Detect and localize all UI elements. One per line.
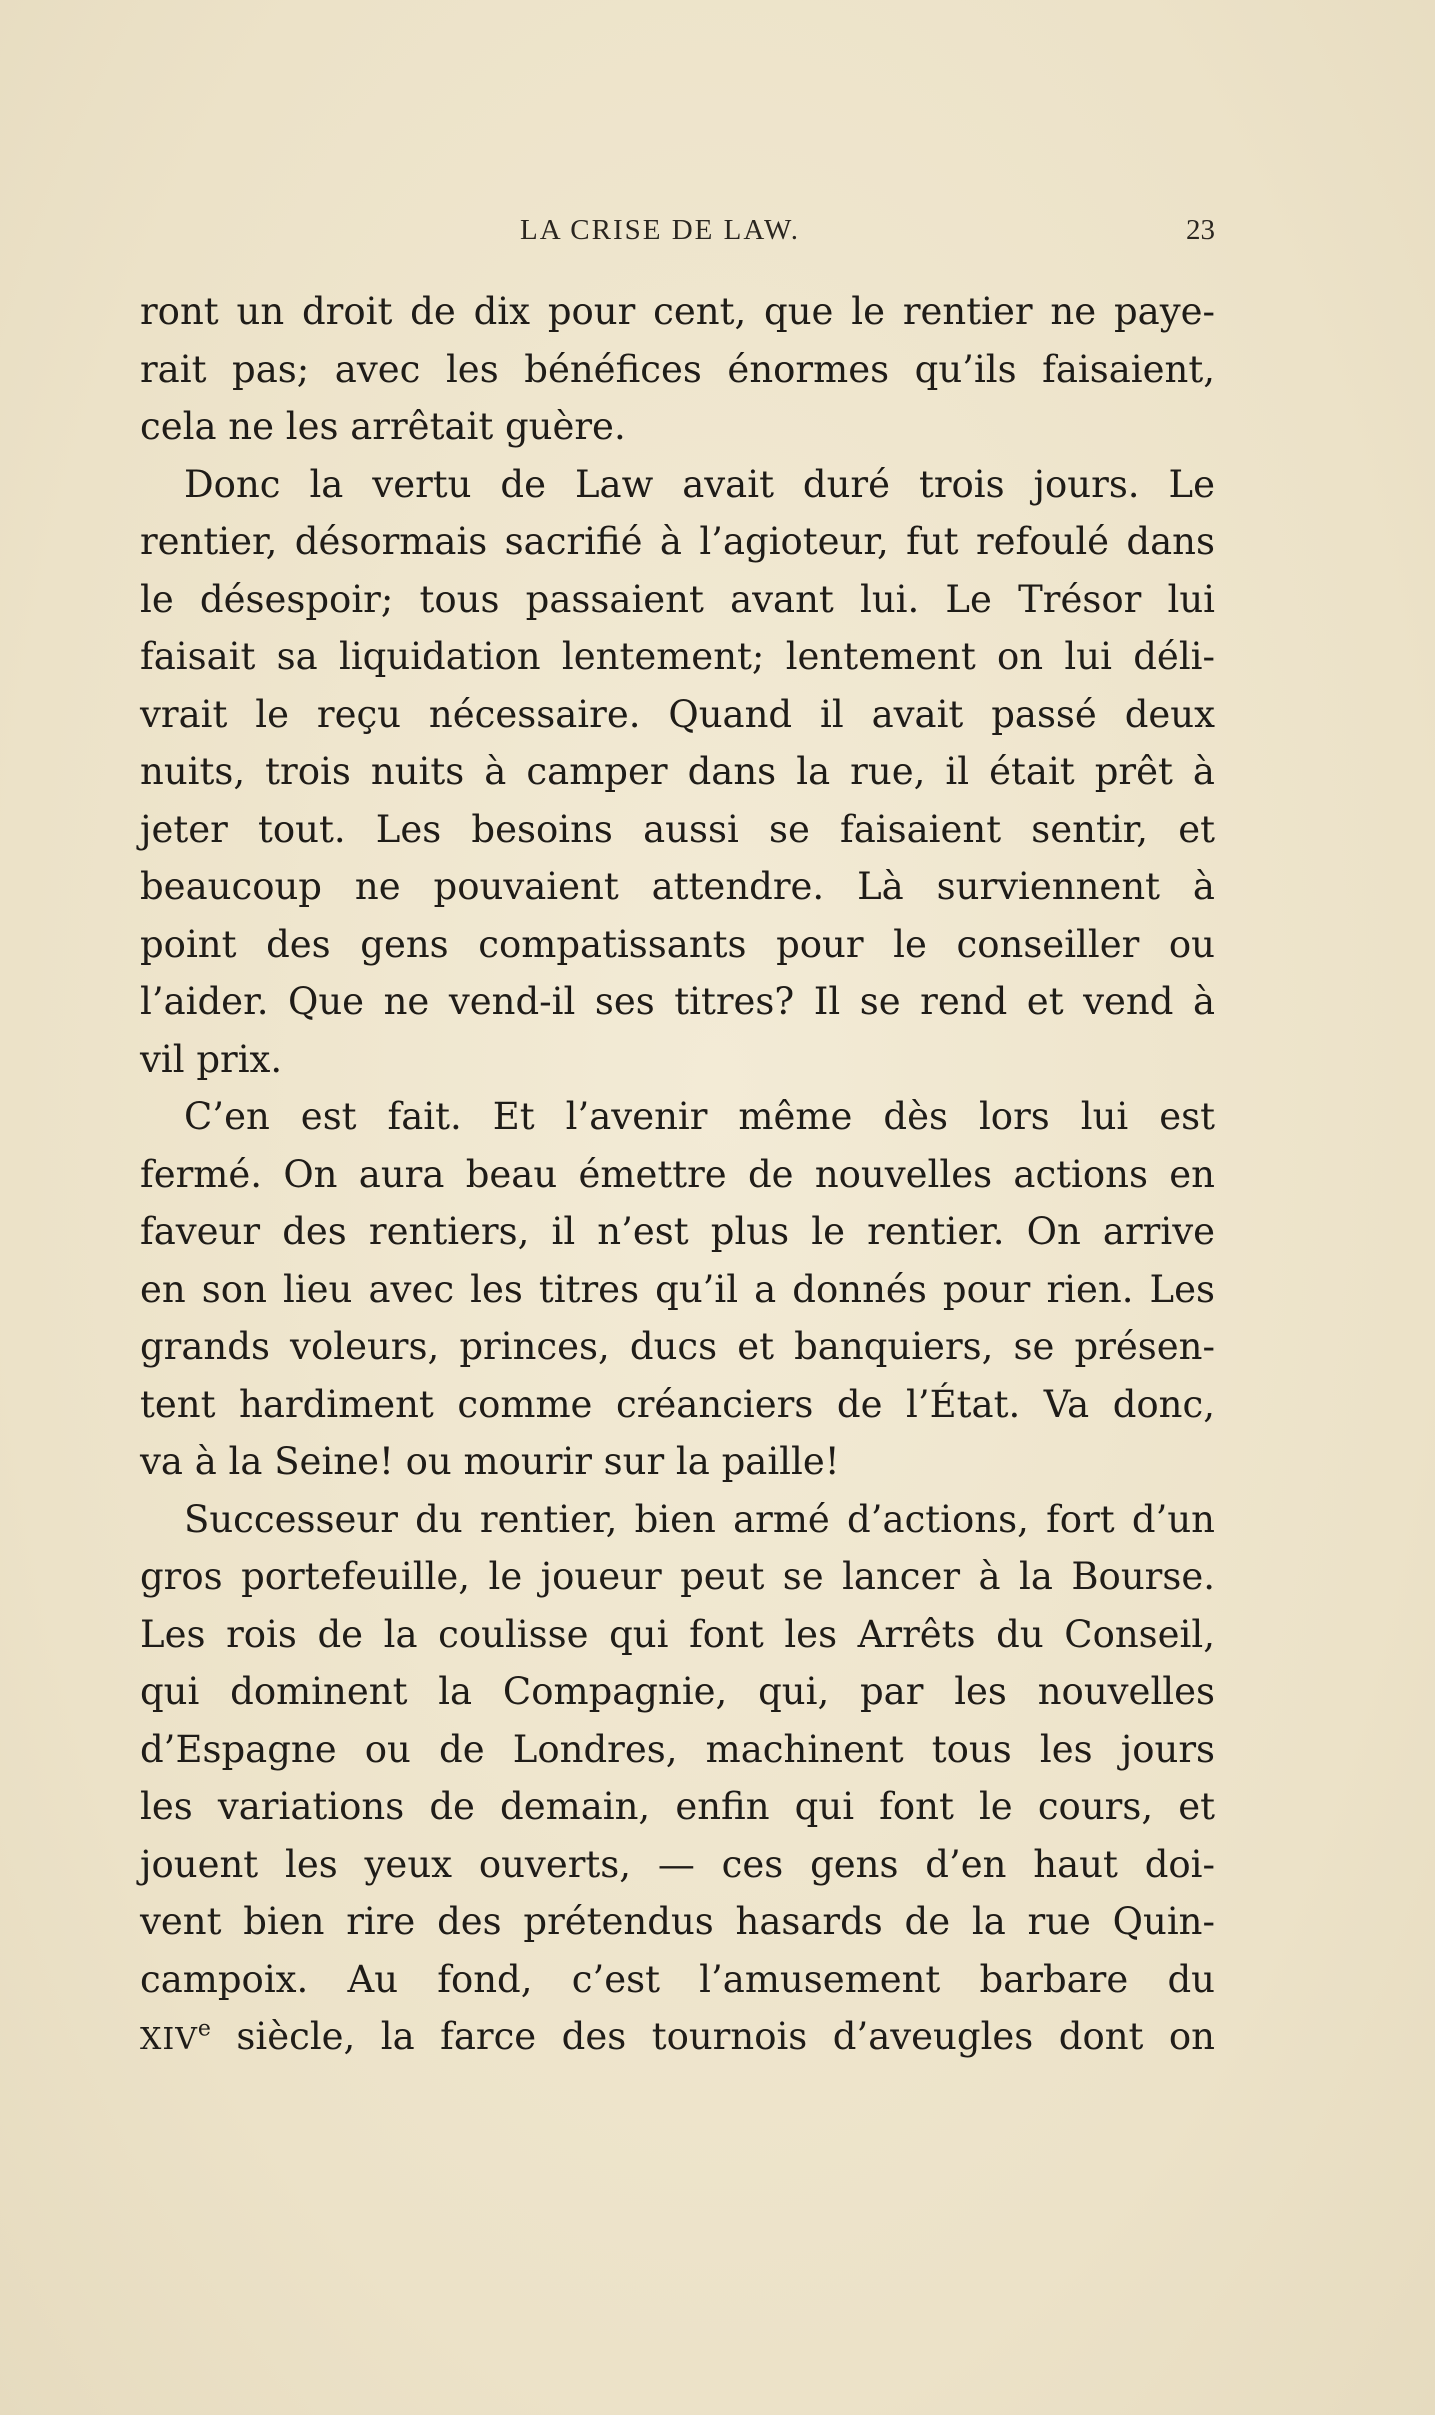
text-line: gros portefeuille, le joueur peut se lancer à la Bourse. (140, 1555, 1215, 1598)
page-header (140, 214, 1215, 254)
text-line: jeter tout. Les besoins aussi se faisaient sentir, et (140, 807, 1215, 851)
text-line: jouent les yeux ouverts, — ces gens d’en haut doi- (140, 1842, 1215, 1886)
text-line: en son lieu avec les titres qu’il a donnés pour rien. Les (140, 1267, 1215, 1311)
text-line: rentier, désormais sacrifié à l’agioteur, fut refoulé dans (140, 520, 1215, 563)
text-line: l’aider. Que ne vend-il ses titres? Il se rend et vend à (140, 980, 1215, 1023)
final-line-rest: siècle, la farce des tournois d’aveugles dont on (210, 2015, 1215, 2058)
page-number: 23 (1186, 214, 1215, 246)
text-line: nuits, trois nuits à camper dans la rue, il était prêt à (140, 750, 1215, 793)
text-line: qui dominent la Compagnie, qui, par les nouvelles (140, 1670, 1215, 1713)
text-line: vent bien rire des prétendus hasards de la rue Quin- (140, 1900, 1215, 1943)
century-numeral: XIV (140, 2022, 198, 2057)
text-line: point des gens compatissants pour le conseiller ou (140, 922, 1215, 966)
text-line: fermé. On aura beau émettre de nouvelles actions en (140, 1152, 1215, 1196)
text-line: beaucoup ne pouvaient attendre. Là surviennent à (140, 865, 1215, 908)
text-line: le désespoir; tous passaient avant lui. Le Trésor lui (140, 577, 1215, 621)
text-line: campoix. Au fond, c’est l’amusement barbare du (140, 1957, 1215, 2001)
text-line: les variations de demain, enfin qui font le cours, et (140, 1785, 1215, 1828)
body-text (140, 283, 1215, 2066)
text-line: vil prix. (140, 1037, 283, 1081)
century-superscript: e (197, 2016, 211, 2042)
text-line: vrait le reçu nécessaire. Quand il avait passé deux (140, 692, 1215, 736)
text-line: d’Espagne ou de Londres, machinent tous les jours (140, 1727, 1215, 1771)
text-line: tent hardiment comme créanciers de l’État. Va donc, (140, 1382, 1215, 1426)
text-line: faveur des rentiers, il n’est plus le rentier. On arrive (140, 1210, 1215, 1253)
text-line: rait pas; avec les bénéfices énormes qu’ils faisaient, (140, 347, 1215, 391)
text-line: ront un droit de dix pour cent, que le rentier ne paye- (140, 290, 1215, 333)
text-line: C’en est fait. Et l’avenir même dès lors lui est (184, 1095, 1215, 1138)
text-line: Donc la vertu de Law avait duré trois jours. Le (184, 462, 1215, 506)
text-line: grands voleurs, princes, ducs et banquiers, se présen- (140, 1325, 1215, 1368)
text-line: faisait sa liquidation lentement; lentement on lui déli- (140, 635, 1215, 678)
text-line-final (140, 2008, 1215, 2066)
running-title: LA CRISE DE LAW. (520, 214, 800, 246)
text-line: cela ne les arrêtait guère. (140, 405, 626, 448)
text-line: Successeur du rentier, bien armé d’actions, fort d’un (184, 1497, 1215, 1541)
text-line: va à la Seine! ou mourir sur la paille! (140, 1440, 840, 1483)
text-line: Les rois de la coulisse qui font les Arrêts du Conseil, (140, 1612, 1215, 1656)
